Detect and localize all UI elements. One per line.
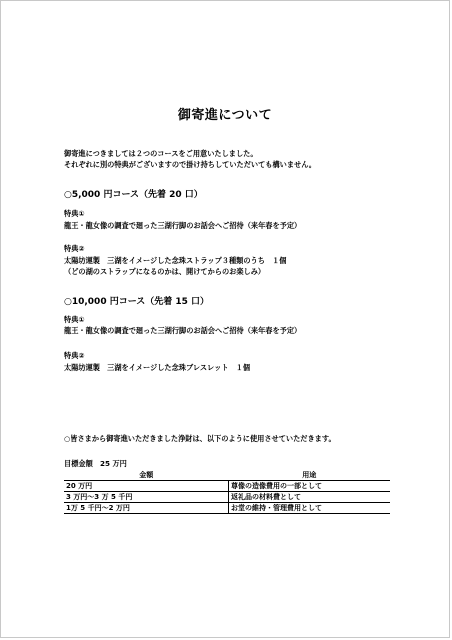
table-cell-purpose: 返礼品の材料費として (229, 492, 391, 503)
table-cell-amount: 20 万円 (64, 481, 229, 492)
table-row (64, 503, 390, 514)
course-1-benefit-1-text: 龍王・龍女像の調査で廻った三湖行脚のお話会へご招待（来年春を予定） (64, 221, 302, 230)
column-header-purpose: 用途 (229, 470, 391, 481)
column-header-amount: 金額 (64, 470, 229, 481)
course-2-benefit-2-label: 特典② (64, 351, 85, 360)
intro-line-2: それぞれに別の特典がございますので掛け持ちしていただいても構いません。 (64, 160, 316, 169)
table-row (64, 481, 390, 492)
course-1-benefit-2-note: （どの湖のストラップになるのかは、開けてからのお楽しみ） (64, 267, 266, 276)
table-header-row (64, 470, 390, 481)
target-amount: 目標金額 25 万円 (64, 459, 127, 468)
table-cell-amount: 1万 5 千円～2 万円 (64, 503, 229, 514)
course-1-benefit-2-label: 特典② (64, 244, 85, 253)
table-cell-purpose: お堂の維持・管理費用として (229, 503, 391, 514)
course-2-benefit-2-text: 太陽坊運製 三湖をイメージした念珠ブレスレット １個 (64, 363, 251, 372)
page-title: 御寄進について (177, 108, 273, 123)
course-2-benefit-1-label: 特典① (64, 315, 85, 324)
course-1-benefit-1-label: 特典① (64, 209, 85, 218)
table-cell-amount: 3 万円～3 万 5 千円 (64, 492, 229, 503)
course-2-benefit-1-text: 龍王・龍女像の調査で廻った三湖行脚のお話会へご招待（来年春を予定） (64, 326, 302, 335)
intro-line-1: 御寄進につきましては２つのコースをご用意いたしました。 (64, 149, 258, 158)
table-row (64, 492, 390, 503)
usage-statement: ○皆さまから御寄進いただきました浄財は、以下のように使用させていただきます。 (64, 434, 336, 443)
course-2-heading: ○10,000 円コース（先着 15 口） (64, 297, 210, 307)
course-1-benefit-2-text: 太陽坊運製 三湖をイメージした念珠ストラップ３種類のうち １個 (64, 256, 287, 265)
table-cell-purpose: 尊像の造像費用の一部として (229, 481, 391, 492)
course-1-heading: ○5,000 円コース（先着 20 口） (64, 190, 203, 200)
usage-table (64, 470, 390, 514)
